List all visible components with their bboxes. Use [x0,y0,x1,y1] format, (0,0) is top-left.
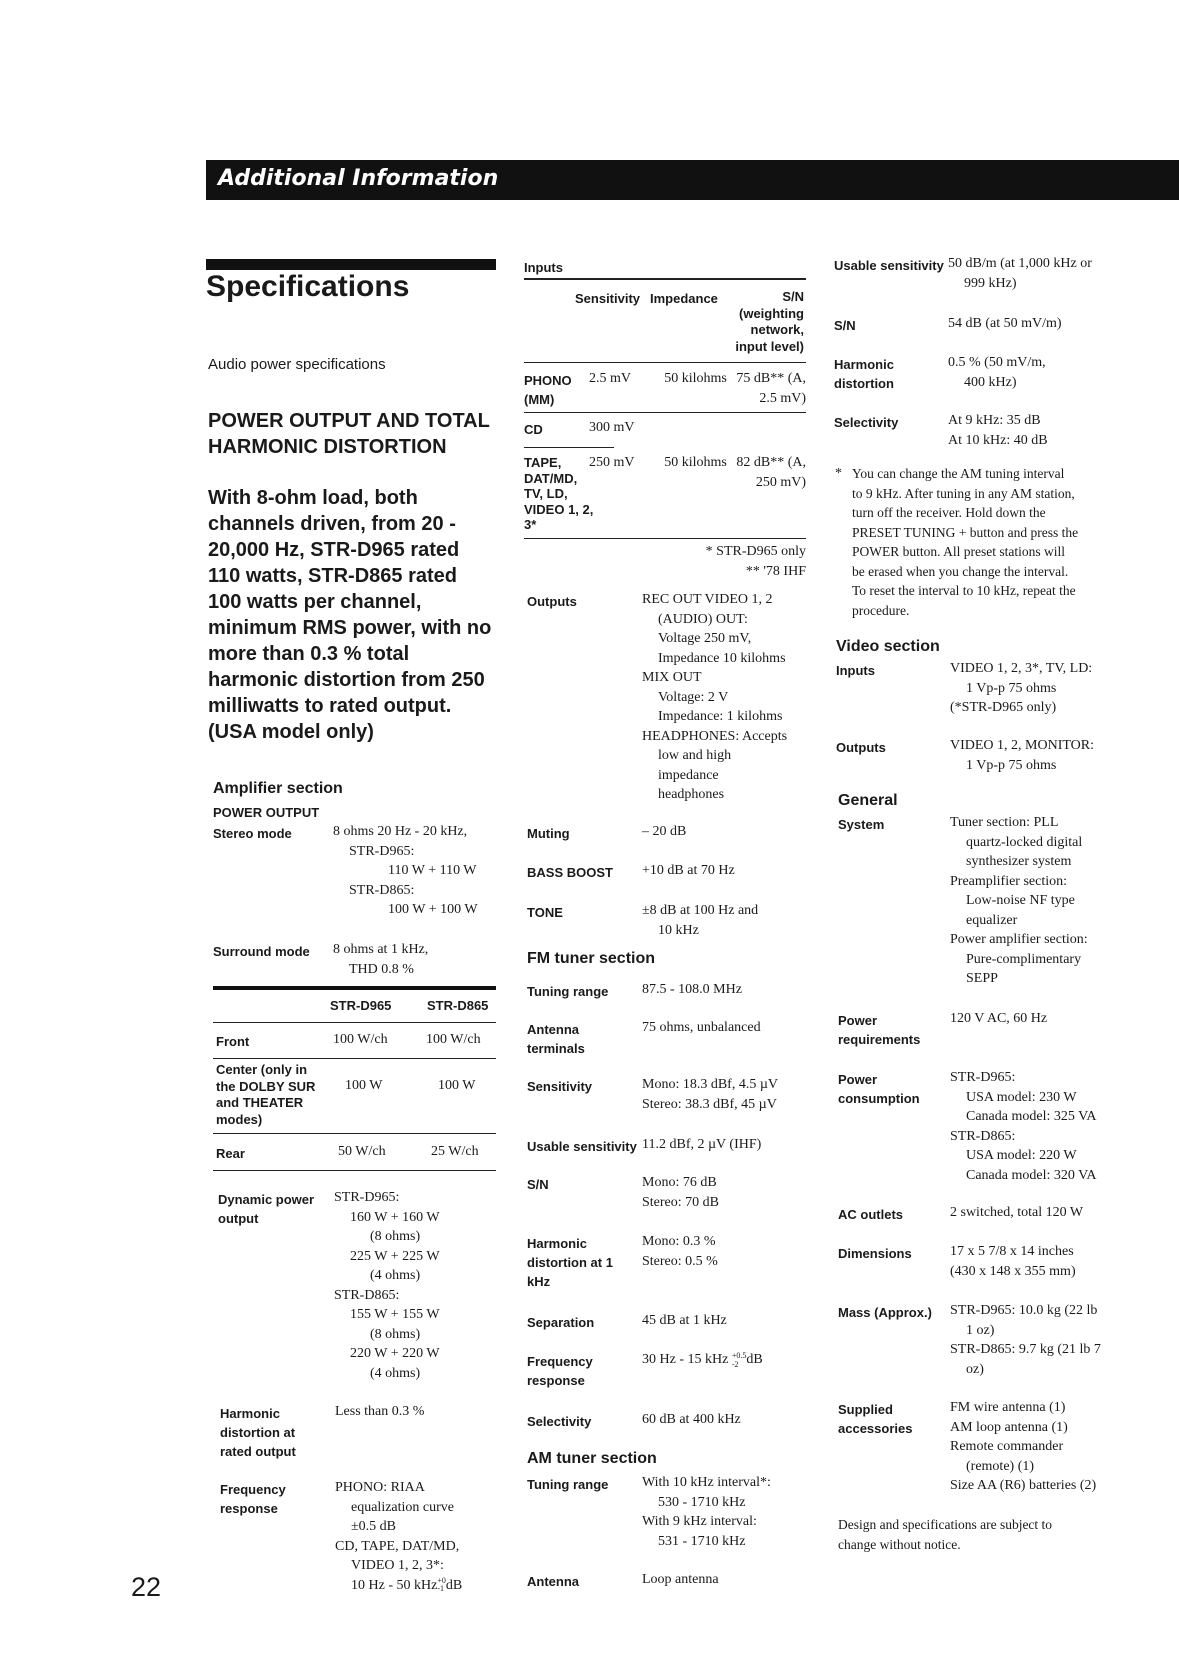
value-line: VIDEO 1, 2, 3*, TV, LD: [950,661,1093,676]
value-line: (4 ohms) [370,1365,421,1381]
am-harmonic-value [948,353,1046,392]
value-line: equalizer [966,912,1018,928]
fm-frequency-response-value [642,1350,763,1370]
system-label: System [838,817,885,832]
value-line: Canada model: 320 VA [966,1167,1097,1183]
value-line: 220 W + 220 W [350,1346,440,1361]
bass-boost-label: BASS BOOST [527,865,613,880]
fm-selectivity-label: Selectivity [527,1414,592,1429]
value-line: VIDEO 1, 2, 3*: [351,1558,444,1573]
fm-sn-value [642,1173,719,1212]
value-line: Preamplifier section: [950,873,1068,889]
inputs-header-sensitivity: Sensitivity [575,291,641,306]
am-tuning-range-value [642,1473,771,1551]
fm-freq-unit: dB [746,1352,763,1367]
note-line: to 9 kHz. After tuning in any AM station, [852,485,1075,501]
inputs-rule [524,412,806,413]
table-cell: 100 W/ch [333,1032,388,1047]
am-usable-sensitivity-value [948,254,1092,293]
statement-line: channels driven, from 20 - [208,513,456,535]
value-line: 225 W + 225 W [350,1248,440,1264]
value-line: STR-D865: [349,882,415,898]
mass-value [950,1301,1101,1379]
value-line: Mono: 0.3 % [642,1234,716,1249]
value-line: Stereo: 38.3 dBf, 45 µV [642,1096,777,1112]
inputs-cell: 75 dB** (A, 2.5 mV) [736,371,806,406]
fm-usable-sensitivity-label: Usable sensitivity [527,1139,637,1154]
statement-line: more than 0.3 % total [208,643,410,665]
dimensions-label: Dimensions [838,1246,912,1261]
am-tuner-section-heading: AM tuner section [527,1450,657,1467]
table-rule [213,1022,496,1023]
statement-line: harmonic distortion from 250 [208,669,485,691]
value-line: With 9 kHz interval: [642,1514,757,1529]
usa-rating-statement [208,485,491,745]
inputs-cell: 50 kilohms [664,371,727,386]
fm-antenna-value: 75 ohms, unbalanced [642,1020,761,1035]
value-line: 10 kHz [658,922,699,938]
note-line: To reset the interval to 10 kHz, repeat the [852,583,1076,598]
muting-label: Muting [527,826,570,841]
value-line: ±8 dB at 100 Hz and [642,903,759,918]
am-interval-note [852,464,1078,620]
value-line: 8 ohms at 1 kHz, [333,942,429,957]
value-line: 999 kHz) [964,275,1017,291]
value-line: (8 ohms) [370,1229,421,1244]
note-line: be erased when you change the interval. [852,563,1069,579]
stereo-mode-value [333,822,478,920]
value-line: Power amplifier section: [950,932,1088,947]
value-line: REC OUT VIDEO 1, 2 [642,592,773,607]
inputs-row-name: TAPE, DAT/MD, TV, LD, VIDEO 1, 2, 3* [524,455,594,532]
inputs-rule [524,447,614,448]
inputs-label: Inputs [524,260,563,275]
freq-unit: dB [445,1577,463,1593]
fm-sn-label: S/N [527,1177,549,1192]
supplied-accessories-value [950,1398,1096,1496]
value-line: STR-D965: [950,1070,1016,1085]
notice-line: Design and specifications are subject to [838,1517,1053,1532]
am-antenna-label: Antenna [527,1574,579,1589]
heading-line: HARMONIC DISTORTION [208,436,447,458]
value-line: STR-D865: 9.7 kg (21 lb 7 [950,1342,1101,1357]
statement-line: (USA model only) [208,721,374,743]
surround-mode-label: Surround mode [213,944,310,959]
inputs-cell: 300 mV [589,420,635,435]
note-line: procedure. [852,602,910,618]
value-line: low and high [658,748,732,763]
frequency-response-value [335,1478,462,1595]
value-line: 400 kHz) [964,374,1017,390]
inputs-header-sn: S/N (weighting network, input level) [735,289,804,354]
note-line: turn off the receiver. Hold down the [852,505,1046,520]
power-consumption-value [950,1068,1097,1185]
power-consumption-label: Power consumption [838,1072,920,1106]
table-cell: 100 W [345,1078,383,1093]
power-requirements-label: Power requirements [838,1013,921,1047]
footnote-asterisk: * [835,466,842,481]
value-line: (*STR-D965 only) [950,700,1057,715]
fm-harmonic-label: Harmonic distortion at 1 kHz [527,1236,613,1289]
inputs-row-name: CD [524,422,543,437]
value-line: USA model: 220 W [966,1148,1077,1163]
value-line: 1 oz) [966,1322,995,1338]
value-line: Pure-complimentary [966,951,1082,967]
value-line: (8 ohms) [370,1326,421,1342]
am-sn-value: 54 dB (at 50 mV/m) [948,316,1062,331]
heading-line: POWER OUTPUT AND TOTAL [208,410,490,432]
fm-antenna-label: Antenna terminals [527,1022,585,1056]
video-outputs-value [950,736,1094,775]
dimensions-value [950,1242,1076,1281]
mass-label: Mass (Approx.) [838,1305,932,1320]
table-rule [213,1058,496,1059]
value-line: 530 - 1710 kHz [658,1494,746,1510]
value-line: 531 - 1710 kHz [658,1533,746,1549]
am-selectivity-value [948,411,1048,450]
value-line [335,1576,462,1596]
table-row-label: Front [216,1034,250,1049]
fm-harmonic-value [642,1232,718,1271]
value-line: MIX OUT [642,670,702,685]
am-harmonic-label: Harmonic distortion [834,357,894,391]
table-cell: 100 W [438,1078,476,1093]
video-section-heading: Video section [836,638,940,655]
fm-freq-tolerance-plus: +0.5 [731,1350,747,1360]
title-rule [206,259,496,270]
value-line: STR-D965: [334,1190,400,1205]
value-line: Stereo: 0.5 % [642,1253,718,1269]
frequency-response-label: Frequency response [220,1482,286,1516]
page-title: Specifications [206,270,410,303]
value-line: With 10 kHz interval*: [642,1475,771,1490]
value-line: Size AA (R6) batteries (2) [950,1478,1097,1493]
value-line: PHONO: RIAA [335,1480,425,1495]
value-line: 17 x 5 7/8 x 14 inches [950,1244,1074,1259]
value-line: synthesizer system [966,854,1072,869]
fm-separation-value: 45 dB at 1 kHz [642,1313,727,1328]
am-selectivity-label: Selectivity [834,415,899,430]
table-row-label: Center (only in the DOLBY SUR and THEATER modes) [216,1062,316,1127]
bass-boost-value: +10 dB at 70 Hz [642,863,735,878]
table-row-label: Rear [216,1146,245,1161]
inputs-bottom-rule [524,538,806,539]
table-cell: 100 W/ch [426,1032,481,1047]
value-line: Mono: 76 dB [642,1175,717,1190]
value-line: (430 x 148 x 355 mm) [950,1263,1076,1279]
value-line: 1 Vp-p 75 ohms [966,680,1057,696]
am-tuning-range-label: Tuning range [527,1477,609,1492]
statement-line: minimum RMS power, with no [208,617,492,639]
value-line: HEADPHONES: Accepts [642,728,788,744]
freq-tolerance-minus: -1 [437,1584,444,1594]
harmonic-distortion-value: Less than 0.3 % [335,1404,425,1419]
power-requirements-value: 120 V AC, 60 Hz [950,1011,1048,1026]
value-line: 0.5 % (50 mV/m, [948,355,1046,370]
value-line: (AUDIO) OUT: [658,611,748,627]
value-line: Remote commander [950,1439,1064,1454]
value-line: THD 0.8 % [349,961,414,977]
system-value [950,813,1088,989]
outputs-value [642,590,787,805]
value-line: Voltage 250 mV, [658,631,752,646]
value-line: equalization curve [351,1499,455,1515]
value-line: impedance [658,767,719,783]
note-line: PRESET TUNING + button and press the [852,524,1079,540]
value-line: Tuner section: PLL [950,815,1059,830]
statement-line: With 8-ohm load, both [208,487,418,509]
am-sn-label: S/N [834,318,856,333]
design-notice [838,1515,1052,1554]
inputs-cell: 82 dB** (A, 250 mV) [736,455,806,490]
power-output-heading [208,408,490,460]
inputs-cell: 250 mV [589,455,635,470]
power-output-label: POWER OUTPUT [213,805,320,820]
value-line: 100 W + 100 W [388,902,478,917]
value-line: 50 dB/m (at 1,000 kHz or [948,256,1092,271]
inputs-header-impedance: Impedance [650,291,718,306]
fm-usable-sensitivity-value: 11.2 dBf, 2 µV (IHF) [642,1137,762,1152]
fm-sensitivity-value [642,1075,778,1114]
value-line: FM wire antenna (1) [950,1400,1066,1415]
table-header-d865: STR-D865 [427,998,489,1013]
value-line: Low-noise NF type [966,893,1075,908]
freq-tolerance-plus: +0 [437,1576,446,1586]
value-line: STR-D865: [950,1128,1016,1144]
muting-value: – 20 dB [642,824,687,839]
dynamic-power-label: Dynamic power output [218,1192,315,1226]
value-line: headphones [658,787,725,802]
table-header-d965: STR-D965 [330,998,392,1013]
harmonic-distortion-label: Harmonic distortion at rated output [220,1406,296,1459]
amplifier-section-heading: Amplifier section [213,780,343,797]
am-usable-sensitivity-label: Usable sensitivity [834,258,944,273]
fm-tuning-range-label: Tuning range [527,984,609,999]
am-antenna-value: Loop antenna [642,1572,719,1587]
statement-line: 20,000 Hz, STR-D965 rated [208,539,460,561]
freq-range: 10 Hz - 50 kHz [351,1577,438,1593]
fm-frequency-response-label: Frequency response [527,1354,593,1388]
notice-line: change without notice. [838,1536,961,1552]
stereo-mode-label: Stereo mode [213,826,292,841]
banner-title: Additional Information [218,166,499,191]
ac-outlets-value: 2 switched, total 120 W [950,1205,1084,1220]
value-line: Stereo: 70 dB [642,1194,719,1210]
value-line: 110 W + 110 W [388,863,477,878]
section-banner [206,160,1179,200]
table-cell: 50 W/ch [338,1144,386,1159]
fm-freq-tolerance-minus: -2 [731,1359,739,1369]
table-top-rule [213,986,496,990]
value-line: 1 Vp-p 75 ohms [966,757,1057,773]
audio-power-label: Audio power specifications [208,356,386,373]
surround-mode-value [333,940,428,979]
inputs-cell: 50 kilohms [664,455,727,470]
fm-separation-label: Separation [527,1315,595,1330]
fm-sensitivity-label: Sensitivity [527,1079,593,1094]
page-number: 22 [131,1572,162,1602]
value-line: oz) [966,1361,984,1377]
inputs-rule [524,362,806,363]
value-line: AM loop antenna (1) [950,1419,1068,1435]
inputs-footnote: ** '78 IHF [745,564,806,579]
value-line: Canada model: 325 VA [966,1109,1097,1124]
fm-freq-range: 30 Hz - 15 kHz [642,1352,729,1367]
video-outputs-label: Outputs [836,740,886,755]
inputs-row-name: PHONO (MM) [524,373,572,407]
dynamic-power-value [334,1188,440,1383]
fm-tuner-section-heading: FM tuner section [527,950,656,967]
value-line: Voltage: 2 V [658,689,729,705]
table-bottom-rule [213,1170,496,1171]
supplied-accessories-label: Supplied accessories [838,1402,913,1436]
statement-line: 100 watts per channel, [208,591,422,613]
value-line: USA model: 230 W [966,1089,1077,1105]
general-section-heading: General [838,792,898,809]
note-line: You can change the AM tuning interval [852,466,1065,481]
fm-tuning-range-value: 87.5 - 108.0 MHz [642,982,742,997]
video-inputs-value [950,659,1092,718]
tone-value [642,901,758,940]
value-line: At 10 kHz: 40 dB [948,432,1048,448]
value-line: 155 W + 155 W [350,1307,440,1322]
value-line: Mono: 18.3 dBf, 4.5 µV [642,1077,779,1092]
value-line: VIDEO 1, 2, MONITOR: [950,738,1095,753]
value-line: 8 ohms 20 Hz - 20 kHz, [333,824,468,839]
value-line: (remote) (1) [966,1458,1035,1474]
value-line: 160 W + 160 W [350,1209,440,1225]
value-line: STR-D965: [349,843,415,859]
tone-label: TONE [527,905,563,920]
inputs-cell: 2.5 mV [589,371,631,386]
outputs-label: Outputs [527,594,577,609]
inputs-top-rule [524,278,806,280]
ac-outlets-label: AC outlets [838,1207,903,1222]
value-line: quartz-locked digital [966,834,1083,850]
note-line: POWER button. All preset stations will [852,544,1065,559]
video-inputs-label: Inputs [836,663,875,678]
value-line: At 9 kHz: 35 dB [948,413,1041,428]
table-rule [213,1133,496,1134]
inputs-footnote: * STR-D965 only [705,544,806,559]
value-line: STR-D965: 10.0 kg (22 lb [950,1303,1098,1318]
value-line: Impedance: 1 kilohms [658,709,783,724]
value-line: CD, TAPE, DAT/MD, [335,1538,460,1554]
value-line: SEPP [966,971,998,986]
statement-line: 110 watts, STR-D865 rated [208,565,457,587]
value-line: Impedance 10 kilohms [658,650,786,666]
value-line: ±0.5 dB [351,1519,397,1534]
table-cell: 25 W/ch [431,1144,479,1159]
value-line: (4 ohms) [370,1268,421,1283]
statement-line: milliwatts to rated output. [208,695,452,717]
fm-selectivity-value: 60 dB at 400 kHz [642,1412,741,1427]
value-line: STR-D865: [334,1287,400,1303]
